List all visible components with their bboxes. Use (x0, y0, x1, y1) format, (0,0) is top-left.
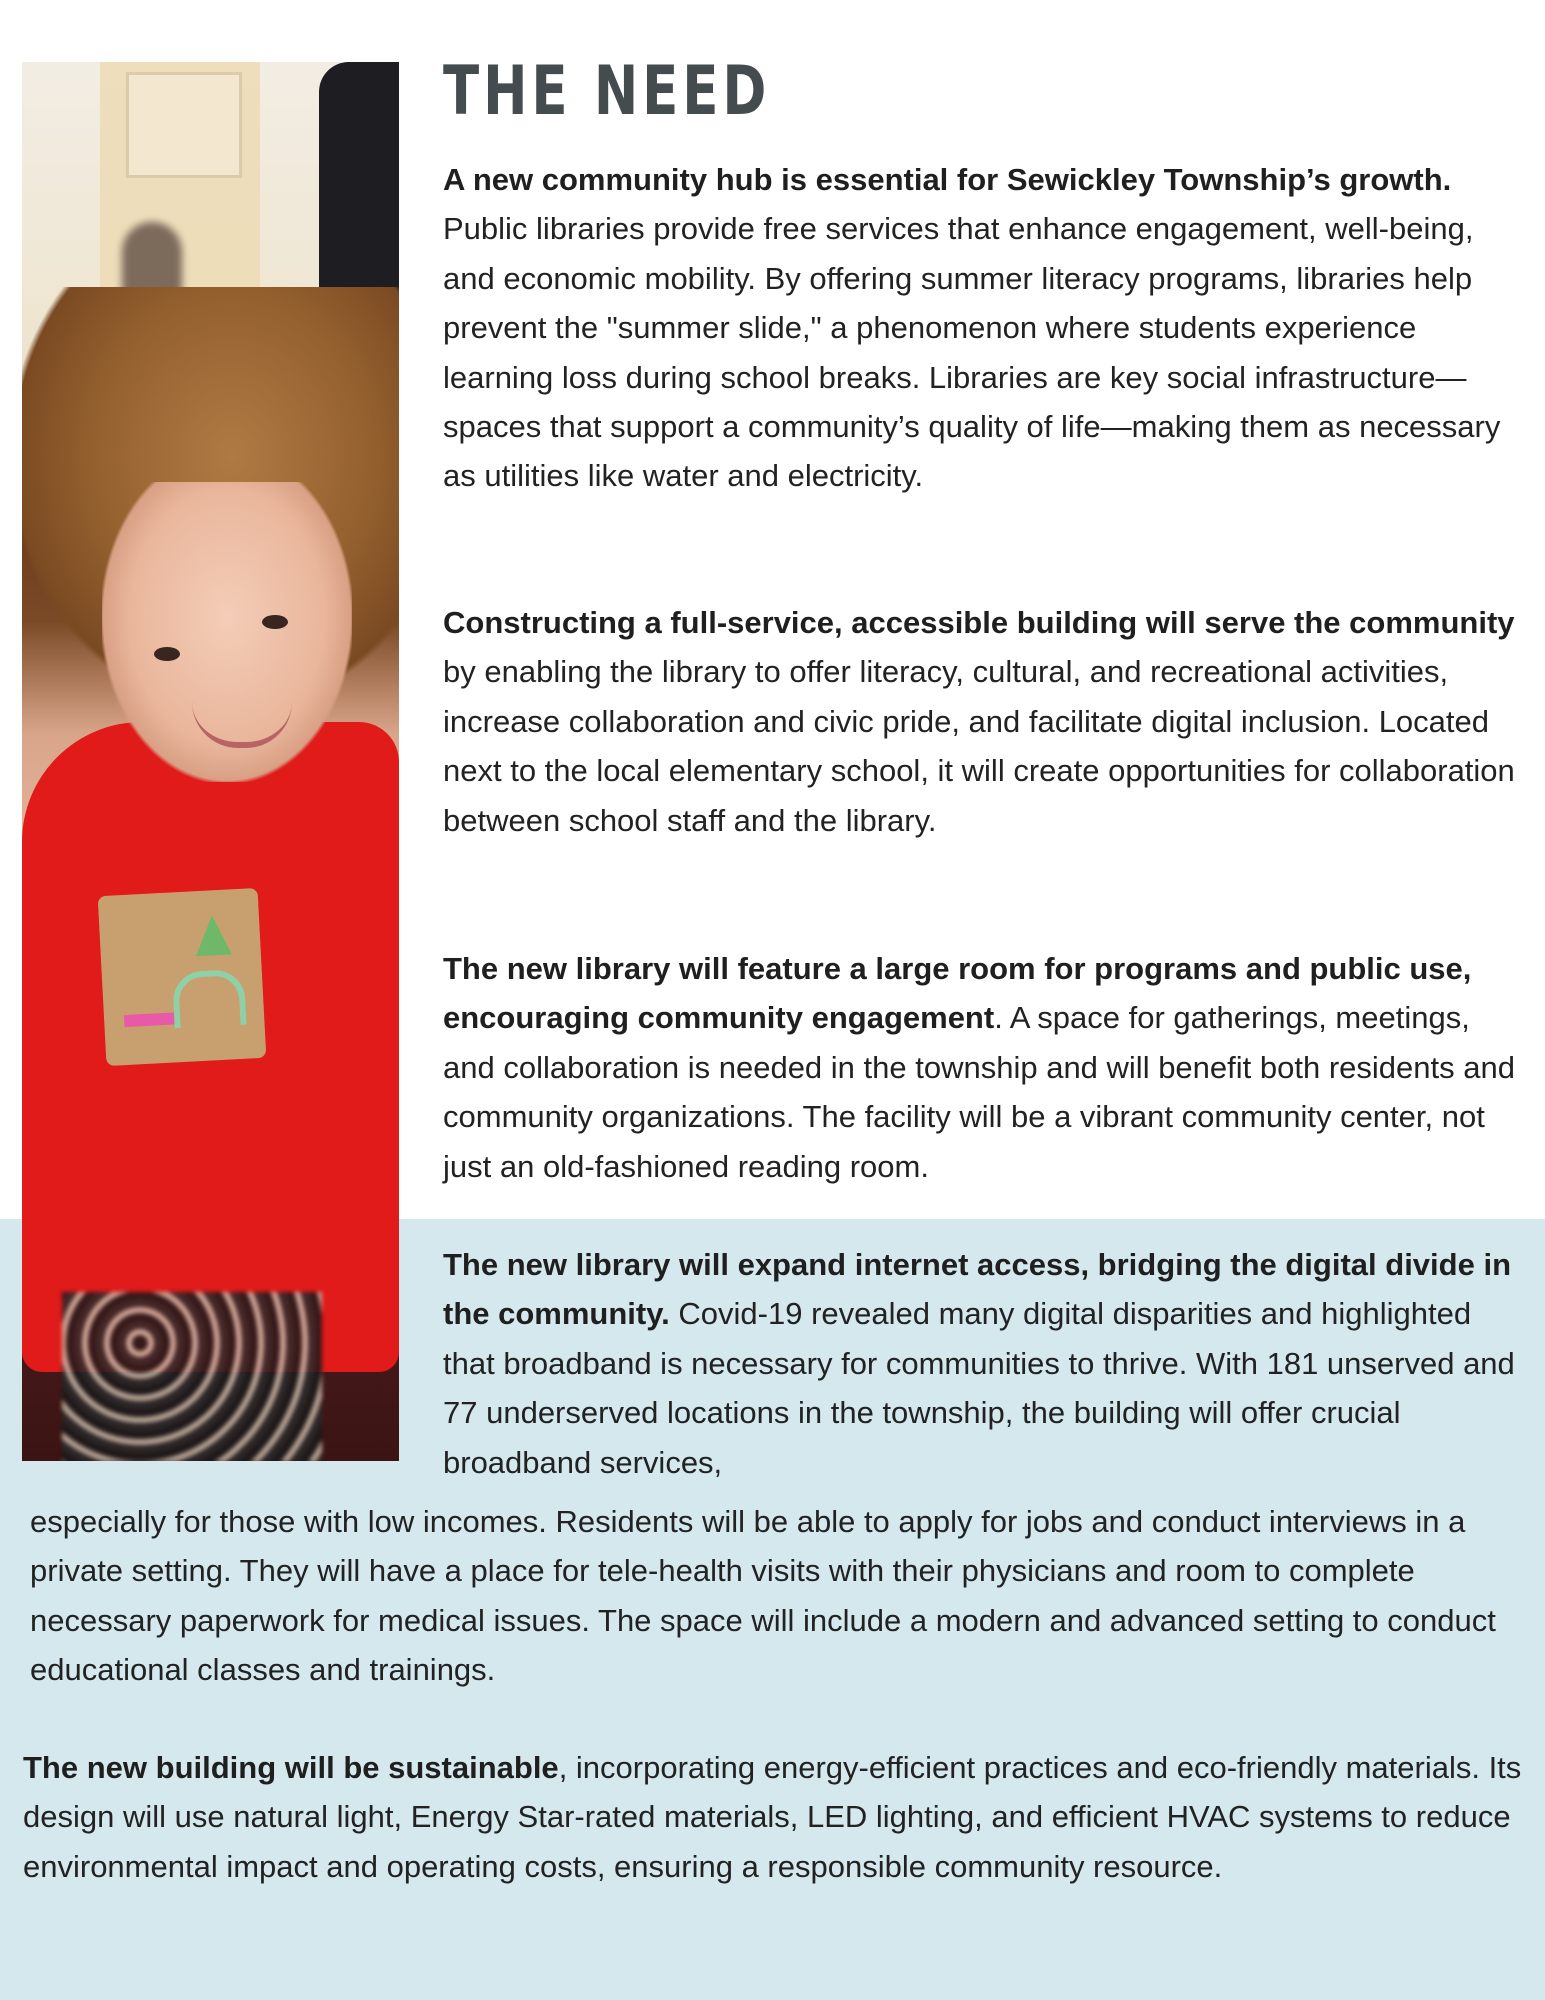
paragraph-lead: A new community hub is essential for Sewickley Township’s growth. (443, 162, 1452, 197)
paragraph-lead: The new library will feature a large room for programs and public use, encouraging community engagement (443, 951, 1472, 1036)
paragraph-body: by enabling the library to offer literacy, cultural, and recreational activities, increase collaboration and civic pride, and facilitate digital inclusion. Located next to the local elementary school, it will create opportunities for collaboration between school staff and the library. (443, 654, 1515, 838)
paragraph-body: , incorporating energy-efficient practices and eco-friendly materials. Its design will use natural light, Energy Star-rated materials, LED lighting, and efficient HVAC systems to reduce environmental impact and operating costs, ensuring a responsible community resource. (23, 1750, 1522, 1884)
paragraph-lead: Constructing a full-service, accessible building will serve the community (443, 605, 1515, 640)
paragraph-body: Public libraries provide free services that enhance engagement, well-being, and economic mobility. By offering summer literacy programs, libraries help prevent the "summer slide," a phenomenon where students experience learning loss during school breaks. Libraries are key social infrastructure—spaces that support a community’s quality of life—making them as necessary as utilities like water and electricity. (443, 211, 1501, 494)
paragraph-internet-access (443, 1240, 1523, 1487)
ornament-tree-icon (194, 914, 232, 956)
page-title: THE NEED (443, 52, 771, 131)
ornament-decoration (124, 1012, 175, 1027)
paragraph-lead: The new building will be sustainable (23, 1750, 559, 1785)
paragraph-internet-access-continued (30, 1497, 1530, 1695)
photo-patterned-leggings (62, 1292, 322, 1461)
photo-ornament (98, 888, 267, 1066)
paragraph-body: especially for those with low incomes. Residents will be able to apply for jobs and conduct interviews in a private setting. They will have a place for tele-health visits with their physicians and room to complete necessary paperwork for medical issues. The space will include a modern and advanced setting to conduct educational classes and trainings. (30, 1504, 1496, 1688)
paragraph-lead: The new library will expand internet access, bridging the digital divide in the community. (443, 1247, 1512, 1332)
photo-eye-right (262, 615, 288, 629)
paragraph-community-hub (443, 155, 1523, 501)
photo-eye-left (154, 647, 180, 661)
photo-background-frame (126, 72, 242, 178)
paragraph-large-program-room (443, 944, 1523, 1191)
ornament-candy-cane-icon (172, 969, 247, 1029)
paragraph-sustainable-building (23, 1743, 1523, 1891)
photo-child-with-ornament-icon (22, 62, 399, 1461)
paragraph-body: Covid-19 revealed many digital disparities and highlighted that broadband is necessary for communities to thrive. With 181 unserved and 77 underserved locations in the township, the building will offer crucial broadband services, (443, 1296, 1515, 1480)
paragraph-body: . A space for gatherings, meetings, and collaboration is needed in the township and will benefit both residents and community organizations. The facility will be a vibrant community center, not just an old-fashioned reading room. (443, 1000, 1515, 1184)
paragraph-full-service-building (443, 598, 1523, 845)
